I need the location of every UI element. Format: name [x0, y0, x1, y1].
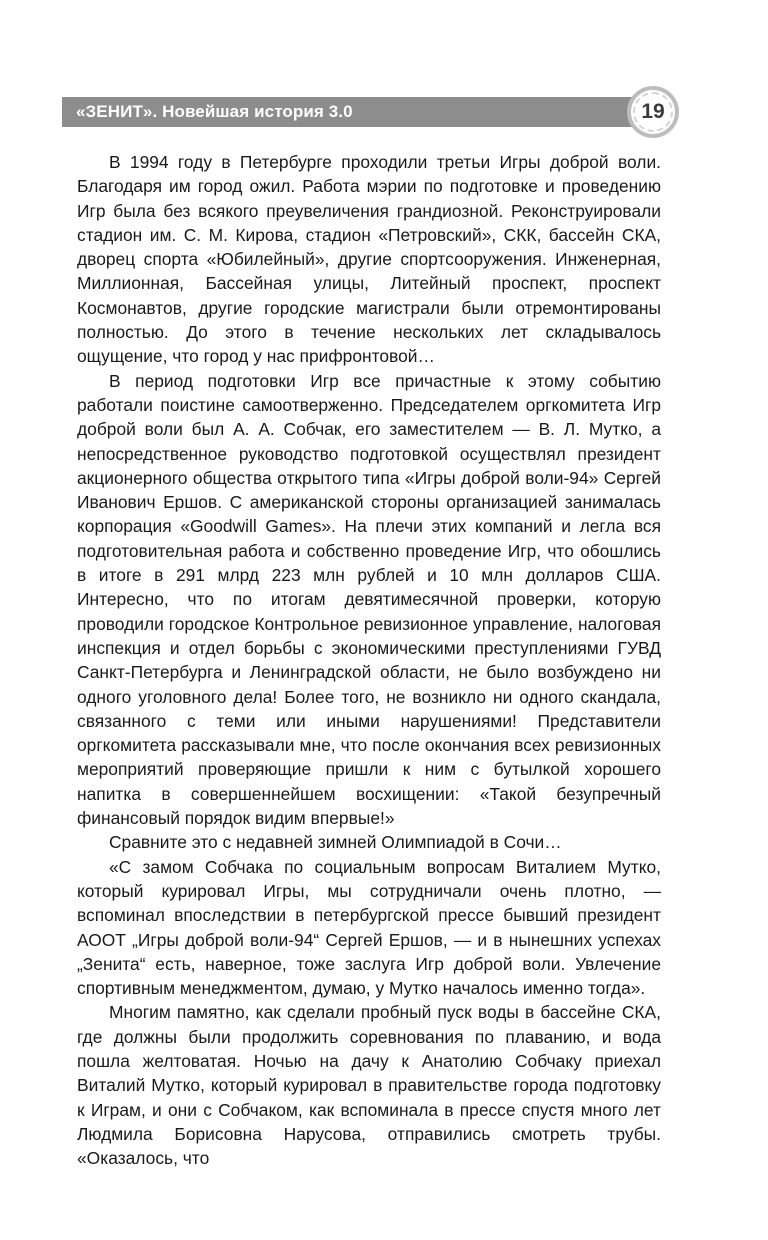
page-number-badge: [627, 86, 679, 138]
paragraph: «С замом Собчака по социальным вопросам Виталием Мутко, который курировал Игры, мы сотрудничали очень плотно, — вспоминал впоследствии в петербургской прессе бывший президент АООТ „Игры доброй воли-94“ Сергей Ершов, — и в нынешних успехах „Зенита“ есть, наверное, тоже заслуга Игр доброй воли. Увлечение спортивным менеджментом, думаю, у Мутко началось именно тогда».: [77, 856, 661, 999]
paragraph: Сравните это с недавней зимней Олимпиадой в Сочи…: [109, 832, 562, 853]
running-header-title: «ЗЕНИТ». Новейшая история 3.0: [76, 102, 353, 121]
body-text: [77, 150, 661, 1170]
paragraph: В период подготовки Игр все причастные к этому событию работали поистине самоотверженно. Председателем оргкомитета Игр доброй воли был А. А. Собчак, его заместителем — В. Л. Мутко, а непосредственное руководство подготовкой осуществлял президент акционерного общества открытого типа «Игры доброй воли-94» Сергей Иванович Ершов. С американской стороны организацией занималась корпорация «Goodwill Games». На плечи этих компаний и легла вся подготовительная работа и собственно проведение Игр, что обошлись в итоге в 291 млрд 223 млн рублей и 10 млн долларов США. Интересно, что по итогам девятимесячной проверки, которую проводили городское Контрольное ревизионное управление, налоговая инспекция и отдел борьбы с экономическими преступлениями ГУВД Санкт-Петербурга и Ленинградской области, не было возбуждено ни одного уголовного дела! Более того, не возникло ни одного скандала, связанного с теми или иными нарушениями! Представители оргкомитета рассказывали мне, что после окончания всех ревизионных мероприятий проверяющие пришли к ним с бутылкой хорошего напитка в совершеннейшем восхищении: «Такой безупречный финансовый порядок видим впервые!»: [77, 370, 661, 829]
page-number: 19: [641, 100, 665, 123]
paragraph: Многим памятно, как сделали пробный пуск воды в бассейне СКА, где должны были продолжить соревнования по плаванию, и вода пошла желтоватая. Ночью на дачу к Анатолию Собчаку приехал Виталий Мутко, который курировал в правительстве города подготовку к Играм, и они с Собчаком, как вспоминала в прессе спустя много лет Людмила Борисовна Нарусова, отправились смотреть трубы. «Оказалось, что: [77, 1002, 661, 1169]
paragraph: В 1994 году в Петербурге проходили третьи Игры доброй воли. Благодаря им город ожил. Работа мэрии по подготовке и проведению Игр была без всякого преувеличения грандиозной. Реконструировали стадион им. С. М. Кирова, стадион «Петровский», СКК, бассейн СКА, дворец спорта «Юбилейный», другие спортсооружения. Инженерная, Миллионная, Бассейная улицы, Литейный проспект, проспект Космонавтов, другие городские магистрали были отремонтированы полностью. До этого в течение нескольких лет складывалось ощущение, что город у нас прифронтовой…: [77, 152, 661, 367]
